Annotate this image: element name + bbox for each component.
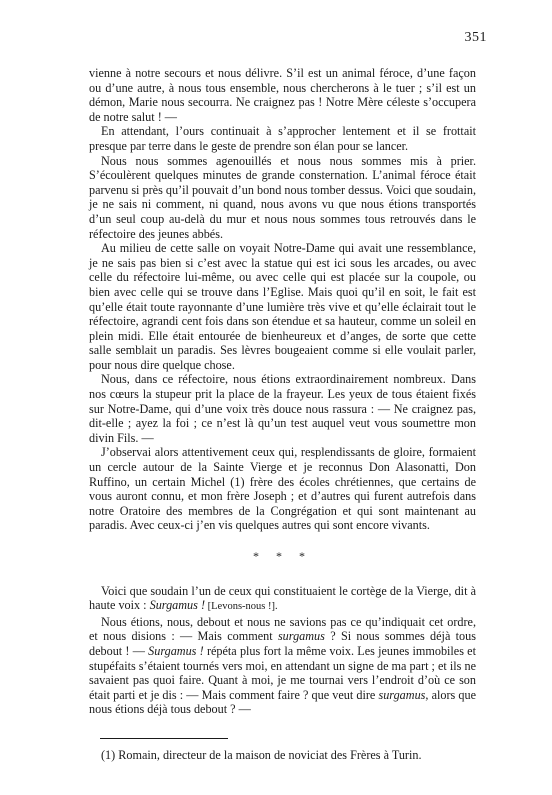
- paragraph: [89, 124, 476, 153]
- text-run: En attendant, l’ours continuait à s’approcher lentement et il se frottait presque par terre dans le geste de prendre son élan pour se lancer.: [89, 124, 476, 153]
- paragraph: [89, 584, 476, 615]
- text-run: Nous étions, nous, debout et nous ne savions pas ce qu’indiquait cet ordre, et nous disions : — Mais comment: [89, 614, 476, 644]
- footnote: (1) Romain, directeur de la maison de noviciat des Frères à Turin.: [101, 748, 422, 762]
- paragraph: [89, 154, 476, 242]
- text-run: Au milieu de cette salle on voyait Notre-Dame qui avait une ressemblance, je ne sais pas bien si c’est avec la statue qui est ici sous les arcades, ou avec celle du réfectoire lui-même, ou avec celle qui est placée sur la coupole, ou bien avec celle qui se trouve dans l’Eglise. Mais quoi qu’il en soit, le fait est qu’elle était toute rayonnante d’une lumière très vive et qu’elle éclairait tout le réfectoire, agrandi cent fois dans son étendue et sa hauteur, comme un soleil en plein midi. Elle était entourée de bienheureux et d’anges, de sorte que cette salle semblait un paradis. Ses lèvres bougeaient comme si elle voulait parler, pour nous dire quelque chose.: [89, 241, 476, 372]
- text-run: surgamus: [378, 687, 426, 702]
- text-run: [Levons-nous !].: [205, 601, 278, 613]
- text-run: Voici que soudain l’un de ceux qui constituaient le cortège de la Vierge, dit à haute voix :: [89, 583, 476, 613]
- text-run: surgamus: [277, 629, 325, 644]
- text-run: ? Si nous sommes déjà tous debout ! —: [89, 629, 476, 658]
- paragraph: [89, 241, 476, 372]
- paragraph: [89, 372, 476, 445]
- text-run: répéta plus fort la même voix. Les jeunes immobiles et stupéfaits s’étaient tournés vers moi, en attendant un signe de ma part ; et ils ne savaient pas quoi faire. Quant à moi, je me tournai vers l’endroit d’où ce son était parti et je dis : — Mais comment faire ? que veut dire: [89, 643, 476, 702]
- text-run: vienne à notre secours et nous délivre. S’il est un animal féroce, d’une façon ou d’une autre, à nous tous ensemble, nous chercherons à le tuer ; s’il est un démon, Marie nous secourra. Ne craignez pas ! Notre Mère céleste s’occupera de notre salut ! —: [89, 66, 476, 124]
- text-run: J’observai alors attentivement ceux qui, resplendissants de gloire, formaient un cercle autour de la Sainte Vierge et je reconnus Don Alasonatti, Don Ruffino, un certain Michel (1) frère des écoles chrétiennes, que certains de vous auront connu, et mon frère Joseph ; et d’autres qui furent autrefois dans notre Oratoire des membres de la Congrégation et qui sont maintenant au paradis. Avec ceux-ci j’en vis quelques autres qui sont encore vivants.: [89, 445, 476, 533]
- text-run: , alors que nous étions déjà tous debout ? —: [89, 687, 476, 717]
- text-run: Surgamus !: [148, 643, 204, 658]
- section-separator: * * *: [253, 549, 312, 563]
- page-number: 351: [464, 30, 487, 45]
- body-text: [89, 66, 476, 717]
- text-run: Nous nous sommes agenouillés et nous nous sommes mis à prier. S’écoulèrent quelques minutes de grande consternation. L’animal féroce était parvenu si près qu’il pouvait d’un bond nous tomber dessus. Voici que soudain, je ne sais ni comment, ni quand, nous avons vu que nous étions transportés d’un seul coup au-delà du mur et nous nous sommes tous retrouvés dans le réfectoire des jeunes abbés.: [89, 153, 476, 241]
- text-run: Surgamus !: [149, 598, 206, 613]
- text-run: Nous, dans ce réfectoire, nous étions extraordinairement nombreux. Dans nos cœurs la stupeur prit la place de la frayeur. Les yeux de tous étaient fixés sur Notre-Dame, qui d’une voix très douce nous rassura : — Ne craignez pas, dit-elle ; ayez la foi ; ce n’est là qu’un test auquel veut vous soumettre mon divin Fils. —: [89, 372, 476, 445]
- footnote-rule: [100, 738, 228, 739]
- paragraph: [89, 615, 476, 717]
- paragraph: [89, 66, 476, 124]
- paragraph: [89, 445, 476, 533]
